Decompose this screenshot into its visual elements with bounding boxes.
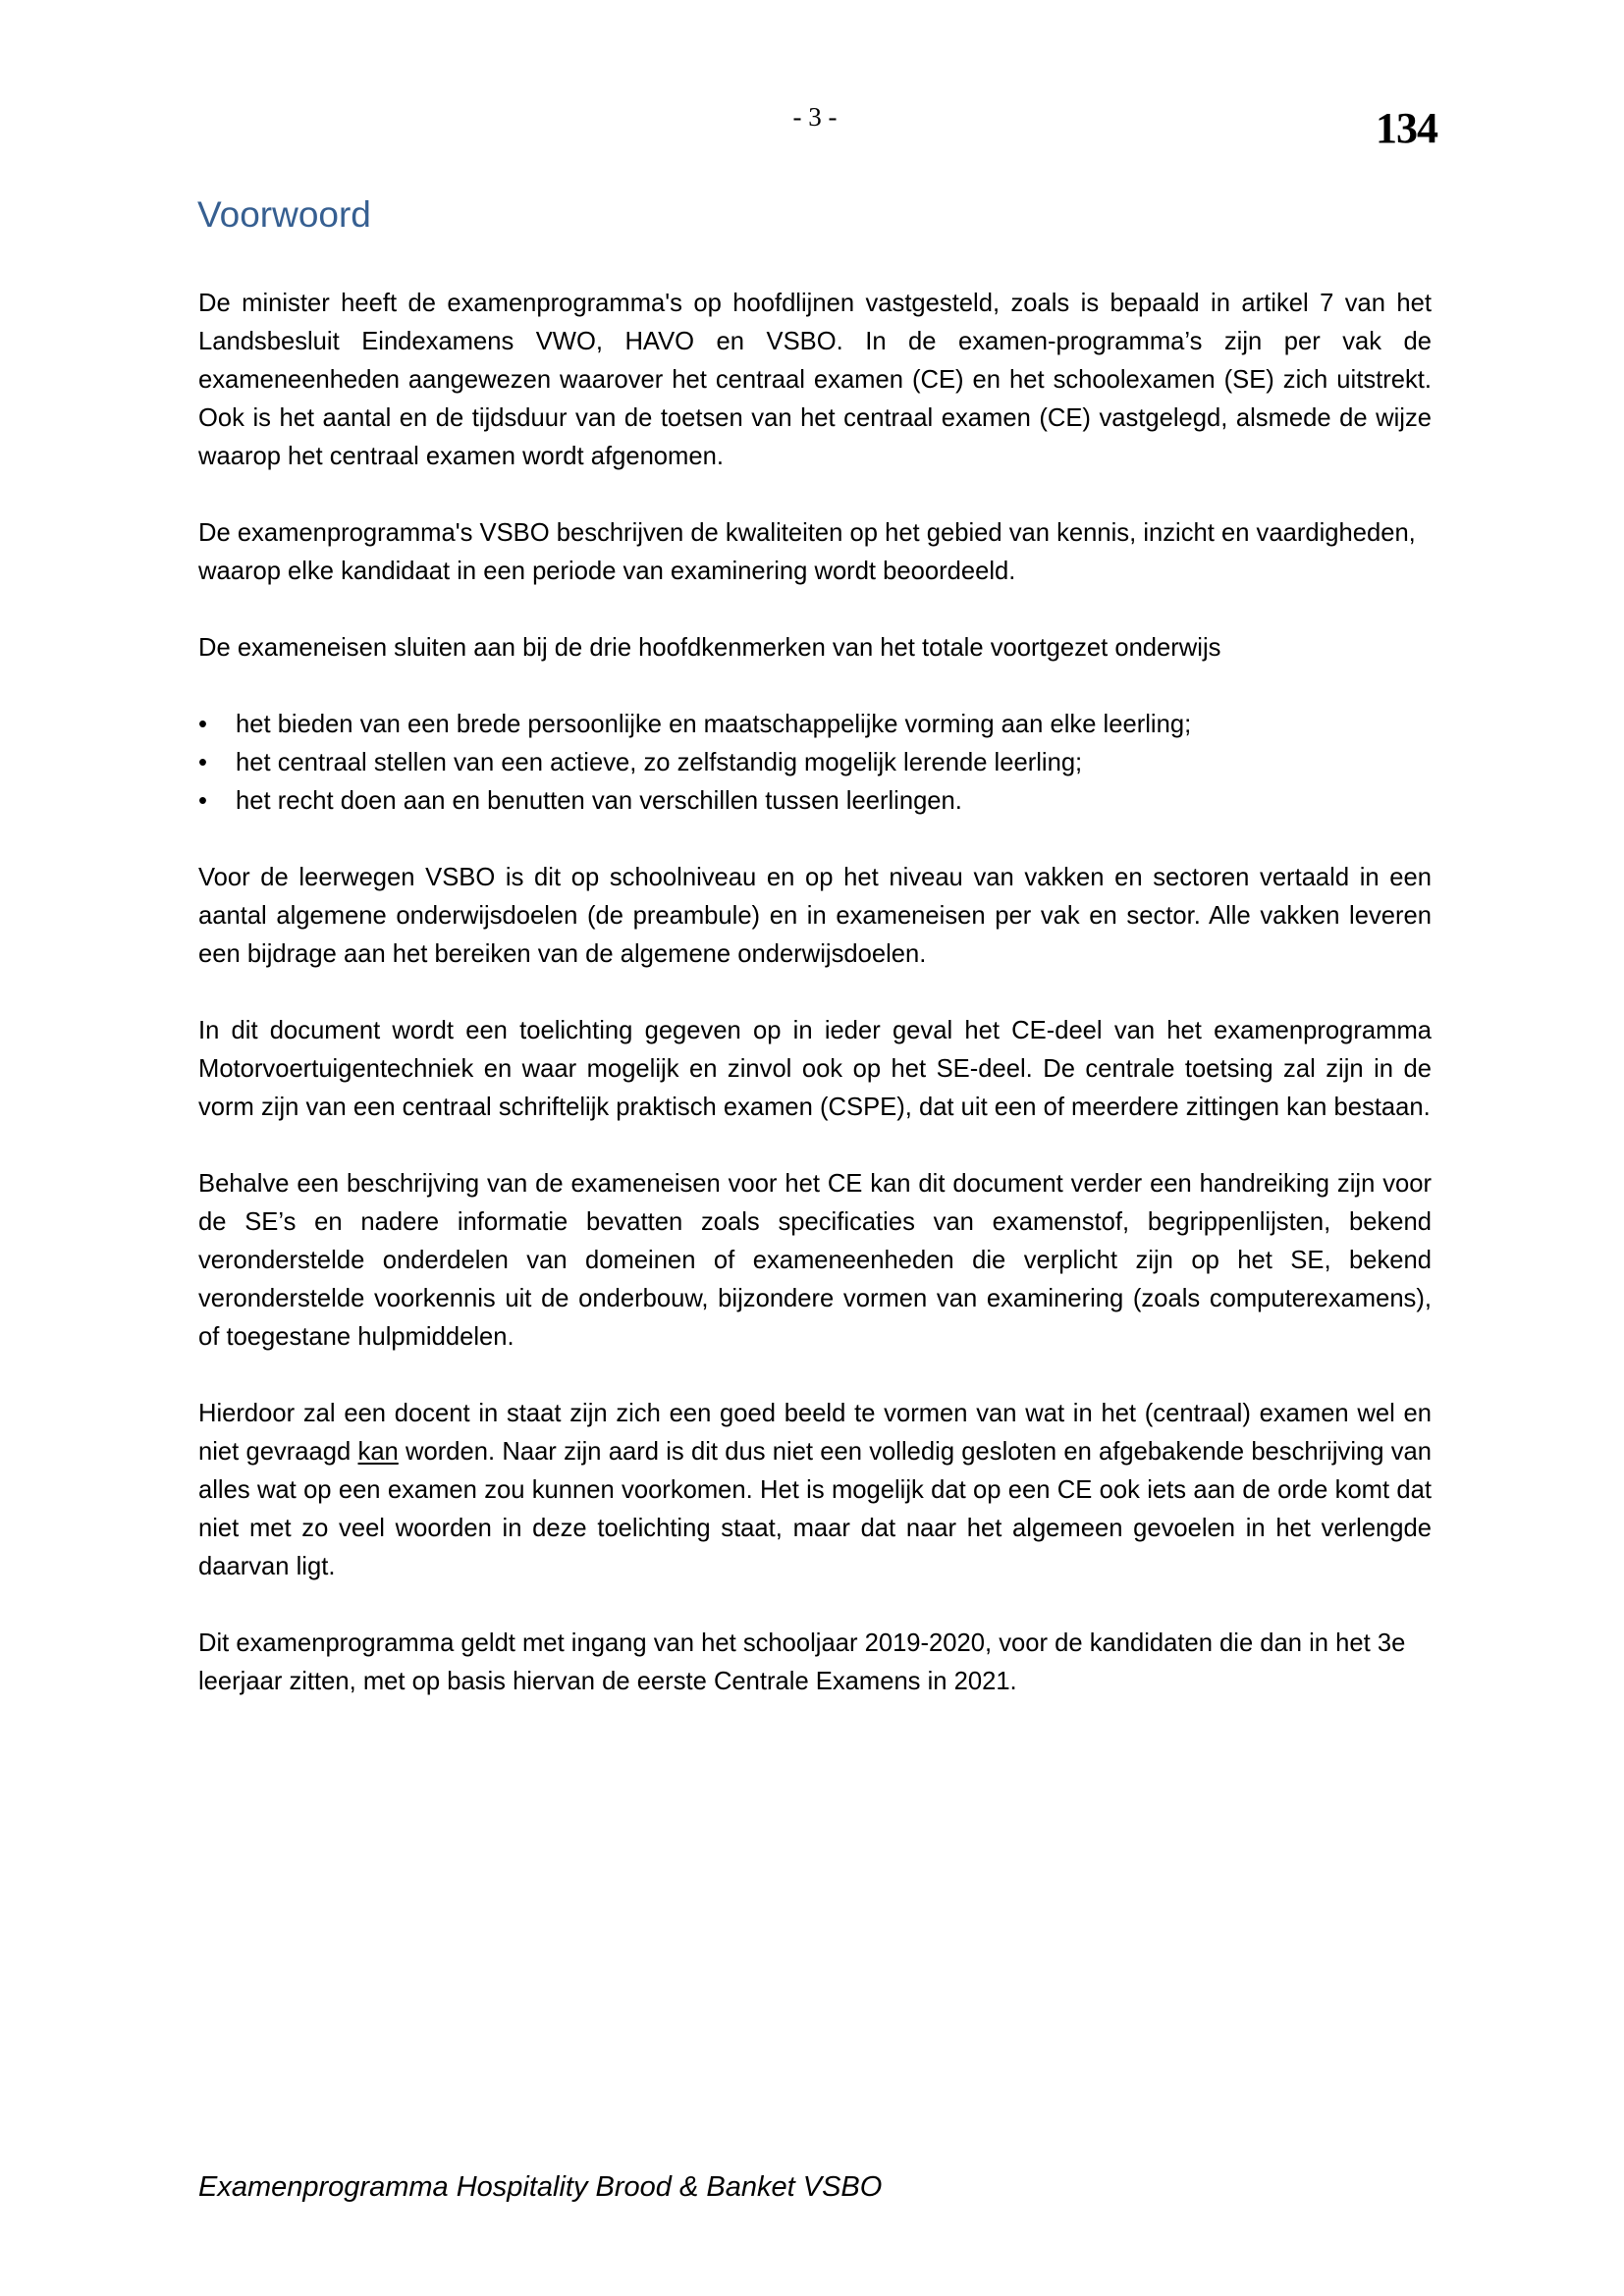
bullet-list xyxy=(198,706,1432,821)
list-item xyxy=(198,782,1432,821)
paragraph-7-end: worden. Naar zijn aard is dit dus niet een volledig gesloten en afgebakende beschrijving van alles wat op een examen zou kunnen voorkomen. Het is mogelijk dat op een CE ook iets aan de orde komt dat niet met zo veel woorden in deze toelichting staat, maar dat naar het algemeen gevoelen in het verlengde daarvan ligt. xyxy=(198,1438,1432,1580)
paragraph-6: Behalve een beschrijving van de exameneisen voor het CE kan dit document verder een handreiking zijn voor de SE’s en nadere informatie bevatten zoals specificaties van examenstof, begrippenlijsten, bekend veronderstelde onderdelen van domeinen of exameneenheden die verplicht zijn op het SE, bekend veronderstelde voorkennis uit de onderbouw, bijzondere vormen van examinering (zoals computerexamens), of toegestane hulpmiddelen. xyxy=(198,1170,1432,1351)
page-number: 134 xyxy=(1376,104,1437,152)
list-item-text: het bieden van een brede persoonlijke en maatschappelijke vorming aan elke leerling; xyxy=(236,711,1192,738)
paragraph-4: Voor de leerwegen VSBO is dit op schoolniveau en op het niveau van vakken en sectoren vertaald in een aantal algemene onderwijsdoelen (de preambule) en in exameneisen per vak en sector. Alle vakken leveren een bijdrage aan het bereiken van de algemene onderwijsdoelen. xyxy=(198,864,1432,968)
bullet-icon: • xyxy=(198,787,207,815)
paragraph-3-intro: De exameneisen sluiten aan bij de drie hoofdkenmerken van het totale voortgezet onderwijs xyxy=(198,634,1221,662)
paragraph-8: Dit examenprogramma geldt met ingang van het schooljaar 2019-2020, voor de kandidaten die dan in het 3e leerjaar zitten, met op basis hiervan de eerste Centrale Examens in 2021. xyxy=(198,1629,1406,1695)
paragraph-2: De examenprogramma's VSBO beschrijven de kwaliteiten op het gebied van kennis, inzicht en vaardigheden, waarop elke kandidaat in een periode van examinering wordt beoordeeld. xyxy=(198,519,1416,585)
page-label: - 3 - xyxy=(792,102,838,132)
bullet-icon: • xyxy=(198,711,207,738)
page-footer: Examenprogramma Hospitality Brood & Banket VSBO xyxy=(198,2171,883,2203)
underlined-word: kan xyxy=(357,1438,399,1466)
list-item xyxy=(198,706,1432,744)
list-item-text: het recht doen aan en benutten van verschillen tussen leerlingen. xyxy=(236,787,962,815)
paragraph-5: In dit document wordt een toelichting gegeven op in ieder geval het CE-deel van het examenprogramma Motorvoertuigentechniek en waar mogelijk en zinvol ook op het SE-deel. De centrale toetsing zal zijn in de vorm zijn van een centraal schriftelijk praktisch examen (CSPE), dat uit een of meerdere zittingen kan bestaan. xyxy=(198,1017,1432,1121)
paragraph-1: De minister heeft de examenprogramma's op hoofdlijnen vastgesteld, zoals is bepaald in artikel 7 van het Landsbesluit Eindexamens VWO, HAVO en VSBO. In de examen-programma’s zijn per vak de exameneenheden aangewezen waarover het centraal examen (CE) en het schoolexamen (SE) zich uitstrekt. Ook is het aantal en de tijdsduur van de toetsen van het centraal examen (CE) vastgelegd, alsmede de wijze waarop het centraal examen wordt afgenomen. xyxy=(198,290,1432,470)
list-item xyxy=(198,744,1432,782)
bullet-icon: • xyxy=(198,749,207,776)
document-body xyxy=(198,285,1432,1739)
paragraph-7-start: Hierdoor zal een docent in staat zijn zich een goed beeld te vormen van wat in het (centraal) examen wel en niet gevraagd xyxy=(198,1400,1432,1466)
section-heading: Voorwoord xyxy=(197,194,371,235)
list-item-text: het centraal stellen van een actieve, zo zelfstandig mogelijk lerende leerling; xyxy=(236,749,1083,776)
paragraph-7 xyxy=(198,1395,1432,1586)
